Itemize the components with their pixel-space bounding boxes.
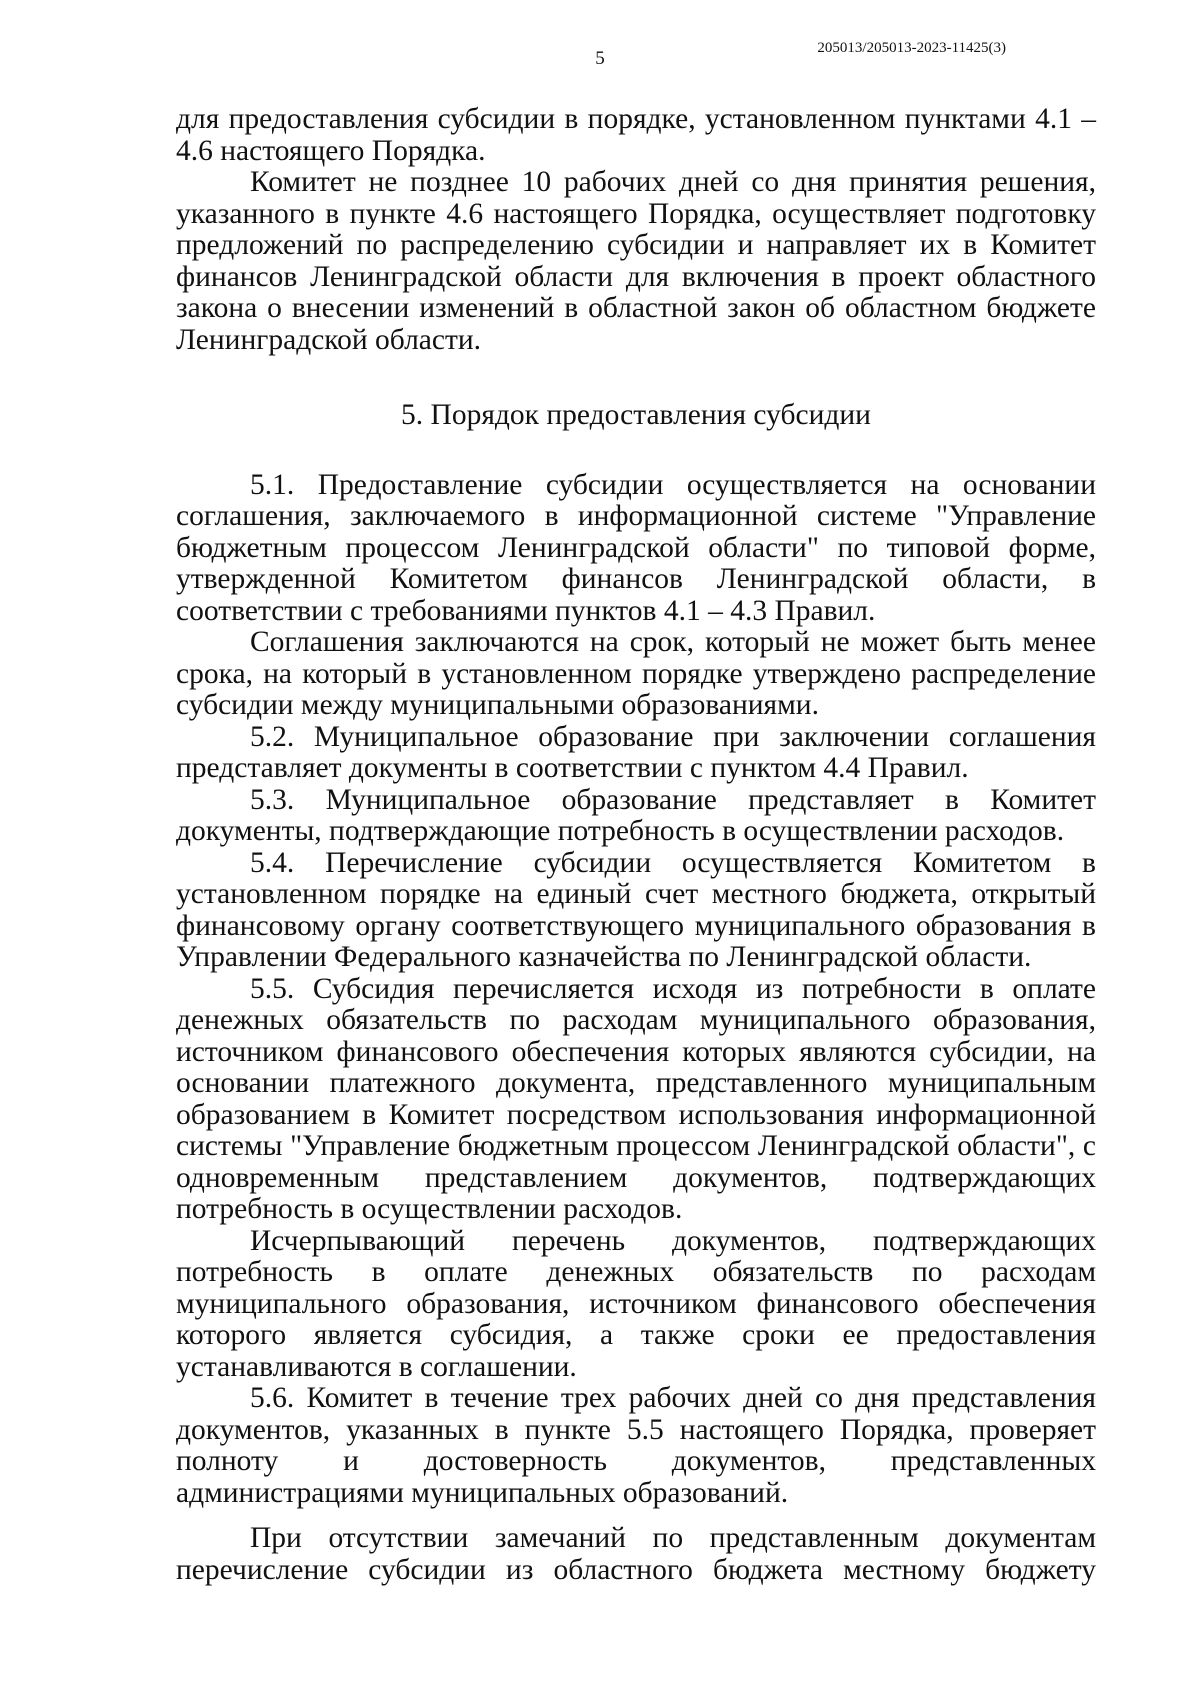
page-number: 5	[595, 48, 605, 69]
paragraph: При отсутствии замечаний по представленным документам перечисление субсидии из областного бюджета местному бюджету	[176, 1522, 1096, 1586]
paragraph: 5.5. Субсидия перечисляется исходя из потребности в оплате денежных обязательств по расходам муниципального образования, источником финансового обеспечения которых являются субсидии, на основании платежного документа, представленного муниципальным образованием в Комитет посредством использования информационной системы "Управление бюджетным процессом Ленинградской области", с одновременным представлением документов, подтверждающих потребность в осуществлении расходов.	[176, 972, 1096, 1225]
paragraph: Комитет не позднее 10 рабочих дней со дня принятия решения, указанного в пункте 4.6 настоящего Порядка, осуществляет подготовку предложений по распределению субсидии и направляет их в Комитет финансов Ленинградской области для включения в проект областного закона о внесении изменений в областной закон об областном бюджете Ленинградской области.	[176, 166, 1096, 356]
section-title: 5. Порядок предоставления субсидии	[401, 399, 871, 431]
paragraph: Соглашения заключаются на срок, который не может быть менее срока, на который в установленном порядке утверждено распределение субсидии между муниципальными образованиями.	[176, 626, 1096, 721]
paragraph: 5.1. Предоставление субсидии осуществляется на основании соглашения, заключаемого в информационной системе "Управление бюджетным процессом Ленинградской области" по типовой форме, утвержденной Комитетом финансов Ленинградской области, в соответствии с требованиями пунктов 4.1 – 4.3 Правил.	[176, 468, 1096, 627]
paragraph: для предоставления субсидии в порядке, установленном пунктами 4.1 – 4.6 настоящего Порядка.	[176, 103, 1096, 167]
paragraph: 5.6. Комитет в течение трех рабочих дней со дня представления документов, указанных в пункте 5.5 настоящего Порядка, проверяет полноту и достоверность документов, представленных администрациями муниципальных образований.	[176, 1382, 1096, 1509]
paragraph: 5.3. Муниципальное образование представляет в Комитет документы, подтверждающие потребность в осуществлении расходов.	[176, 783, 1096, 847]
paragraph: Исчерпывающий перечень документов, подтверждающих потребность в оплате денежных обязательств по расходам муниципального образования, источником финансового обеспечения которого является субсидия, а также сроки ее предоставления устанавливаются в соглашении.	[176, 1224, 1096, 1383]
paragraph: 5.4. Перечисление субсидии осуществляется Комитетом в установленном порядке на единый счет местного бюджета, открытый финансовому органу соответствующего муниципального образования в Управлении Федерального казначейства по Ленинградской области.	[176, 846, 1096, 973]
document-id: 205013/205013-2023-11425(3)	[817, 40, 1006, 56]
document-body	[176, 104, 1096, 1586]
paragraph: 5.2. Муниципальное образование при заключении соглашения представляет документы в соответствии с пунктом 4.4 Правил.	[176, 720, 1096, 784]
